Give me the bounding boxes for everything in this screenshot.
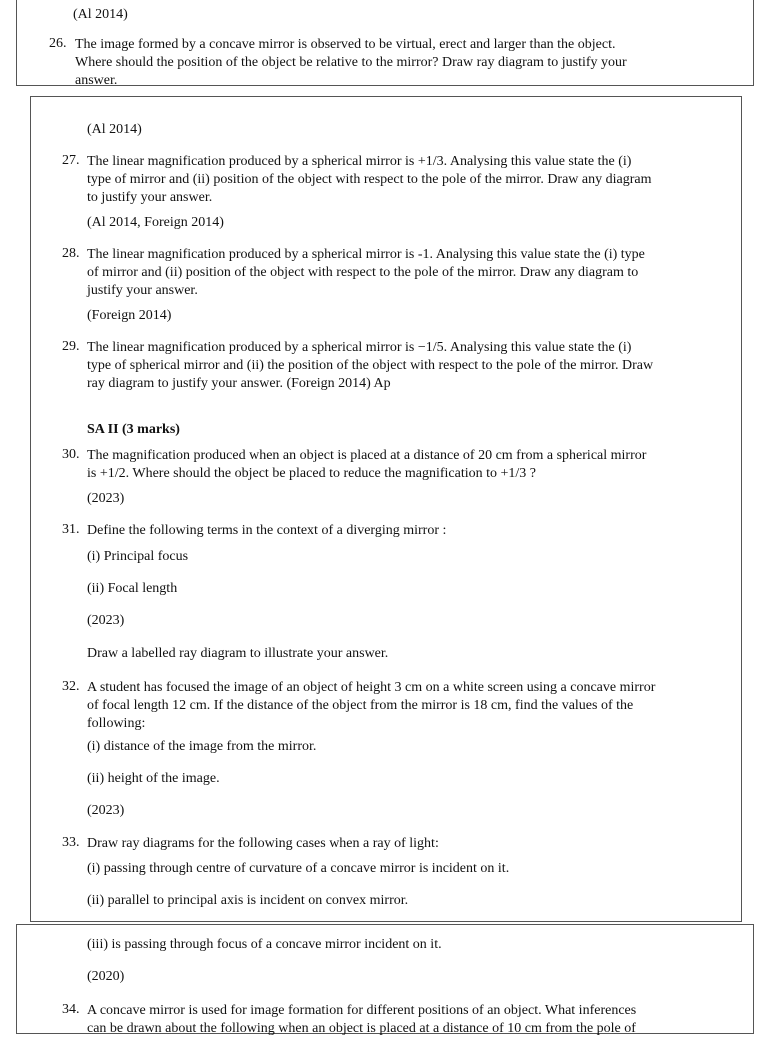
sub-question: (i) Principal focus: [87, 549, 189, 564]
question-number: 34.: [62, 1002, 80, 1017]
question-text-line: ray diagram to justify your answer. (Foreign 2014) Ap: [87, 376, 391, 391]
question-text-line: type of mirror and (ii) position of the object with respect to the pole of the mirror. Draw any diagram: [87, 172, 652, 187]
question-text-line: Where should the position of the object be relative to the mirror? Draw ray diagram to justify your: [75, 55, 627, 70]
sub-question: (ii) Focal length: [87, 581, 178, 596]
section-heading: SA II (3 marks): [87, 422, 180, 437]
sub-question: (iii) is passing through focus of a concave mirror incident on it.: [87, 937, 442, 952]
question-number: 31.: [62, 522, 80, 537]
question-text-line: The magnification produced when an object is placed at a distance of 20 cm from a spherical mirror: [87, 448, 647, 463]
page-fragment-bottom: [16, 924, 754, 1034]
question-text-line: following:: [87, 716, 146, 731]
page-main: [30, 96, 742, 922]
question-reference: (2023): [87, 491, 125, 506]
sub-question: (ii) parallel to principal axis is incident on convex mirror.: [87, 893, 409, 908]
question-number: 32.: [62, 679, 80, 694]
question-text-line: can be drawn about the following when an object is placed at a distance of 10 cm from the pole of: [87, 1021, 636, 1036]
question-text-line: of focal length 12 cm. If the distance of the object from the mirror is 18 cm, find the values of the: [87, 698, 634, 713]
sub-question: (ii) height of the image.: [87, 771, 220, 786]
question-number: 28.: [62, 246, 80, 261]
sub-question: (i) passing through centre of curvature of a concave mirror is incident on it.: [87, 861, 510, 876]
question-text-line: to justify your answer.: [87, 190, 213, 205]
question-reference: (Al 2014, Foreign 2014): [87, 215, 224, 230]
question-text-line: Define the following terms in the context of a diverging mirror :: [87, 523, 447, 538]
question-text-line: The linear magnification produced by a spherical mirror is +1/3. Analysing this value state the (i): [87, 154, 632, 169]
question-text-line: of mirror and (ii) position of the object with respect to the pole of the mirror. Draw any diagram to: [87, 265, 639, 280]
question-reference: (Al 2014): [73, 7, 128, 22]
question-number: 33.: [62, 835, 80, 850]
question-reference: (2023): [87, 803, 125, 818]
question-text-line: The linear magnification produced by a spherical mirror is −1/5. Analysing this value state the (i): [87, 340, 632, 355]
question-reference: (Al 2014): [87, 122, 142, 137]
question-text-line: is +1/2. Where should the object be placed to reduce the magnification to +1/3 ?: [87, 466, 537, 481]
question-reference: (2023): [87, 613, 125, 628]
question-reference: (2020): [87, 969, 125, 984]
question-reference: (Foreign 2014): [87, 308, 172, 323]
question-text-line: The image formed by a concave mirror is observed to be virtual, erect and larger than the object.: [75, 37, 616, 52]
question-number: 30.: [62, 447, 80, 462]
question-text-line: The linear magnification produced by a spherical mirror is -1. Analysing this value state the (i) type: [87, 247, 645, 262]
question-text-line: A student has focused the image of an object of height 3 cm on a white screen using a concave mirror: [87, 680, 656, 695]
question-number: 29.: [62, 339, 80, 354]
question-instruction: Draw a labelled ray diagram to illustrate your answer.: [87, 646, 389, 661]
question-text-line: A concave mirror is used for image formation for different positions of an object. What inferences: [87, 1003, 637, 1018]
question-text-line: type of spherical mirror and (ii) the position of the object with respect to the pole of the mirror. Draw: [87, 358, 654, 373]
sub-question: (i) distance of the image from the mirror.: [87, 739, 317, 754]
page-fragment-top: [16, 0, 754, 86]
question-number: 27.: [62, 153, 80, 168]
question-text-line: justify your answer.: [87, 283, 198, 298]
question-text-line: answer.: [75, 73, 118, 88]
question-number: 26.: [49, 36, 67, 51]
question-text-line: Draw ray diagrams for the following cases when a ray of light:: [87, 836, 439, 851]
